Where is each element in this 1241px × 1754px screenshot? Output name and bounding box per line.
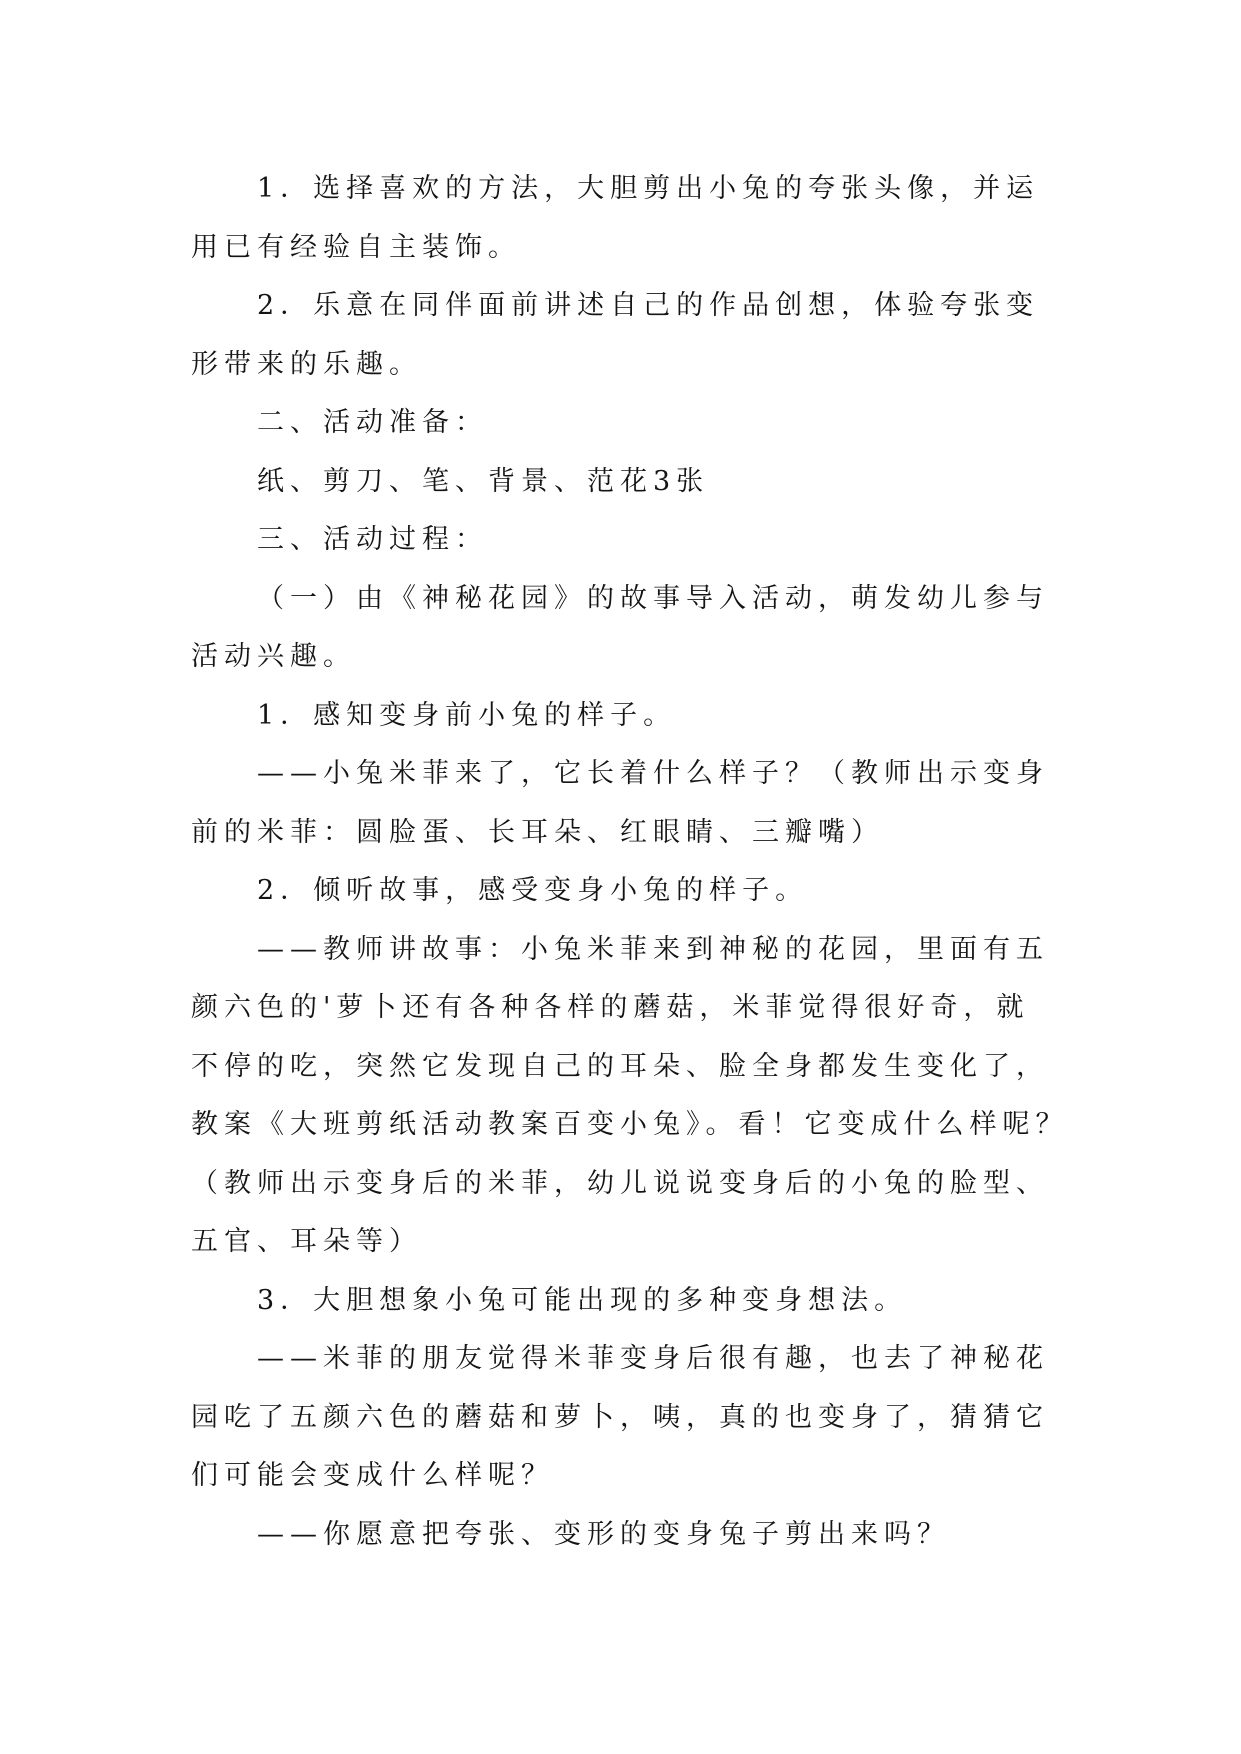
paragraph-line: 颜六色的'萝卜还有各种各样的蘑菇，米菲觉得很好奇，就 — [191, 992, 1030, 1023]
paragraph-goal-2 — [191, 277, 1131, 394]
section-heading-preparation — [191, 394, 1131, 453]
paragraph-materials — [191, 453, 1131, 512]
section-heading-process — [191, 511, 1131, 570]
paragraph-step-one — [191, 570, 1131, 687]
paragraph-line: （教师出示变身后的米菲，幼儿说说变身后的小兔的脸型、 — [191, 1167, 1049, 1199]
paragraph-line: 1．选择喜欢的方法，大胆剪出小兔的夸张头像，并运 — [257, 173, 1040, 204]
paragraph-line: ——米菲的朋友觉得米菲变身后很有趣，也去了神秘花 — [257, 1343, 1049, 1374]
paragraph-line: 形带来的乐趣。 — [191, 348, 422, 380]
paragraph-line: ——教师讲故事：小兔米菲来到神秘的花园，里面有五 — [257, 933, 1049, 965]
paragraph-dialogue-1 — [191, 745, 1131, 862]
section-heading: 二、活动准备： — [257, 407, 488, 438]
document-body — [191, 160, 1131, 1564]
paragraph-line: 教案《大班剪纸活动教案百变小兔》。看！它变成什么样呢？ — [191, 1109, 1069, 1140]
paragraph-line: ——小兔米菲来了，它长着什么样子？（教师出示变身 — [257, 758, 1049, 789]
paragraph-line: 不停的吃，突然它发现自己的耳朵、脸全身都发生变化了， — [191, 1050, 1049, 1082]
paragraph-line: 园吃了五颜六色的蘑菇和萝卜，咦，真的也变身了，猜猜它 — [191, 1401, 1049, 1433]
paragraph-line: 五官、耳朵等） — [191, 1226, 422, 1257]
paragraph-line: 2．乐意在同伴面前讲述自己的作品创想，体验夸张变 — [257, 290, 1040, 321]
paragraph-line: 们可能会变成什么样呢？ — [191, 1460, 554, 1491]
paragraph-line: 2．倾听故事，感受变身小兔的样子。 — [257, 875, 809, 906]
paragraph-line: 用已有经验自主装饰。 — [191, 231, 521, 263]
paragraph-story — [191, 921, 1131, 1272]
paragraph-line: 活动兴趣。 — [191, 641, 356, 672]
section-heading: 三、活动过程： — [257, 524, 488, 555]
paragraph-line: 3．大胆想象小兔可能出现的多种变身想法。 — [257, 1284, 908, 1316]
paragraph-substep-1 — [191, 687, 1131, 746]
paragraph-goal-1 — [191, 160, 1131, 277]
paragraph-substep-3 — [191, 1272, 1131, 1331]
paragraph-line: 前的米菲：圆脸蛋、长耳朵、红眼睛、三瓣嘴） — [191, 816, 884, 848]
paragraph-substep-2 — [191, 862, 1131, 921]
paragraph-line: ——你愿意把夸张、变形的变身兔子剪出来吗？ — [257, 1518, 950, 1550]
paragraph-line: 1．感知变身前小兔的样子。 — [257, 699, 677, 731]
paragraph-dialogue-2 — [191, 1330, 1131, 1506]
paragraph-line: （一）由《神秘花园》的故事导入活动，萌发幼儿参与 — [257, 582, 1049, 614]
paragraph-dialogue-3 — [191, 1506, 1131, 1565]
paragraph-line: 纸、剪刀、笔、背景、范花3张 — [257, 465, 710, 497]
